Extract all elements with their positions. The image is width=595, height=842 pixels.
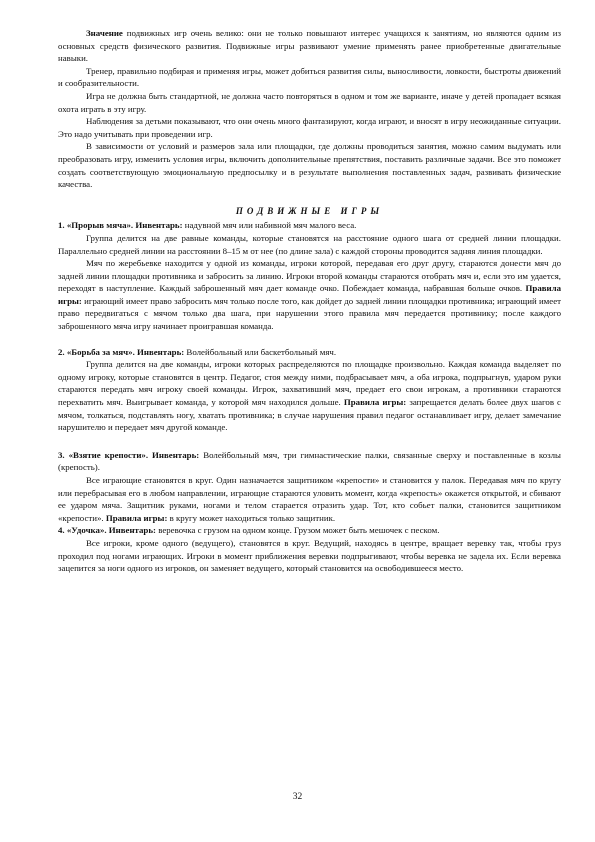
game-heading-label: 3. «Взятие крепости». Инвентарь: [58, 449, 200, 460]
game-heading-label: 2. «Борьба за мяч». Инвентарь: [58, 346, 185, 357]
intro-paragraph: В зависимости от условий и размеров зала или площадки, где должны проводиться занятия, можно самим выдумать или преобразовать игру, изменить условия игры, включить дополнительные препятствия, поставить различные задачи. Все это поможет создать соответствующую эмоциональную предпосылку и в результате выполнения поставленных задач, развивать физические качества. [58, 141, 561, 190]
game-paragraph: Группа делится на две равные команды, которые становятся на расстояние одного шага от средней линии площадки. Параллельно средней линии на расстоянии 8–15 м от нее (по длине зала) с каждой стороны проводится задняя линия площадки. [58, 232, 561, 256]
rules-text: запрещается делать более двух шагов с мячом, толкаться, подставлять ногу, хватать противника; в случае нарушения правил педагог останавливает игру, делает замечание нарушителю и передает мяч другой команде. [58, 397, 561, 433]
game-paragraph [58, 474, 561, 524]
game-equipment: надувной мяч или набивной мяч малого веса. [182, 220, 357, 231]
game-equipment: веревочка с грузом на одном конце. Грузом может быть мешочек с песком. [155, 525, 440, 536]
rules-label: Правила игры: [105, 512, 168, 523]
game-paragraph [58, 257, 561, 333]
game-heading-label: 1. «Прорыв мяча». Инвентарь: [58, 220, 183, 231]
spacer [58, 434, 561, 449]
game-heading [58, 449, 561, 474]
game-heading [58, 346, 561, 359]
spacer [58, 333, 561, 346]
game-heading [58, 219, 561, 232]
game-text: Группа делится на две команды, игроки которых распределяются по площадке произвольно. Каждая команда выделяет по одному игроку, которые становятся в центр. Педагог, стоя между ними, подбрасывает мяч, а оба игрока, подпрыгнув, ударом руки стараются передать мяч игроку своей команды. Игрок, захвативший мяч, предает его свои игрокам, а противники стараются перехватить мяч. Выигрывает команда, у которой мяч находился дольше. [58, 359, 561, 408]
intro-term: Значение [86, 28, 123, 38]
game-heading [58, 524, 561, 537]
page-number: 32 [292, 792, 303, 802]
intro-paragraph: Тренер, правильно подбирая и применяя игры, может добиться развития силы, выносливости, ловкости, быстроты движений и сообразительности. [58, 65, 561, 89]
rules-text: в кругу может находиться только защитник. [167, 512, 336, 523]
game-equipment: Волейбольный или баскетбольный мяч. [184, 346, 337, 357]
rules-label: Правила игры: [58, 283, 561, 306]
intro-paragraph [58, 27, 561, 65]
game-text: Все играющие становятся в круг. Один назначается защитником «крепости» и становится у палок. Передавая мяч по кругу или перебрасывая его в любом направлении, играющие стараются уловить момент, когда «крепость» окажется открытой, и сбивают ее ударом мяча. Защитник руками, ногами и телом старается отразить удар. Тот, кто собьет палки, становится защитником «крепости». [58, 475, 561, 523]
section-title: ПОДВИЖНЫЕ ИГРЫ [235, 205, 384, 216]
rules-label: Правила игры: [343, 397, 407, 408]
intro-paragraph: Игра не должна быть стандартной, не должна часто повторяться в одном и том же варианте, иначе у детей пропадает всякая охота играть в эту игру. [58, 90, 561, 114]
rules-text: играющий имеет право забросить мяч только после того, как дойдет до задней линии площадки противника; играющий имеет право передвигаться с мячом только два шага, при нарушении этого правила мяч передается противнику; после каждого заброшенного мяча игру начинает проигравшая команда. [58, 295, 561, 332]
intro-text: подвижных игр очень велико: они не только повышают интерес учащихся к занятиям, но являются одним из основных средств физического развития. Подвижные игры развивают умение применять ранее приобретенные двигательные навыки. [58, 28, 561, 64]
game-paragraph: Все игроки, кроме одного (ведущего), становятся в круг. Ведущий, находясь в центре, вращает веревку так, чтобы груз проходил под ногами играющих. Игроки в момент приближения веревки подпрыгивают, чтобы веревка не задела их. Если веревка зацепится за ноги одного из игроков, он заменяет ведущего, который становится на освободившееся место. [58, 537, 561, 574]
game-heading-label: 4. «Удочка». Инвентарь: [58, 525, 156, 536]
game-text: Мяч по жеребьевке находится у одной из команды, игроки которой, передавая его друг другу, стараются донести мяч до задней линии площадки противника и забросить за линию. Игроки второй команды стараются отобрать мяч и, если это им удается, переходят в наступление. Каждый заброшенный мяч дает команде очко. Побеждает команда, набравшая больше очков. [58, 258, 561, 294]
game-paragraph [58, 358, 561, 434]
game-equipment: Волейбольный мяч, три гимнастические палки, связанные сверху и поставленные в козлы (крепость). [58, 449, 561, 473]
intro-paragraph: Наблюдения за детьми показывают, что они очень много фантазируют, когда играют, и вносят в игру неожиданные ситуации. Это надо учитывать при проведении игр. [58, 116, 561, 139]
